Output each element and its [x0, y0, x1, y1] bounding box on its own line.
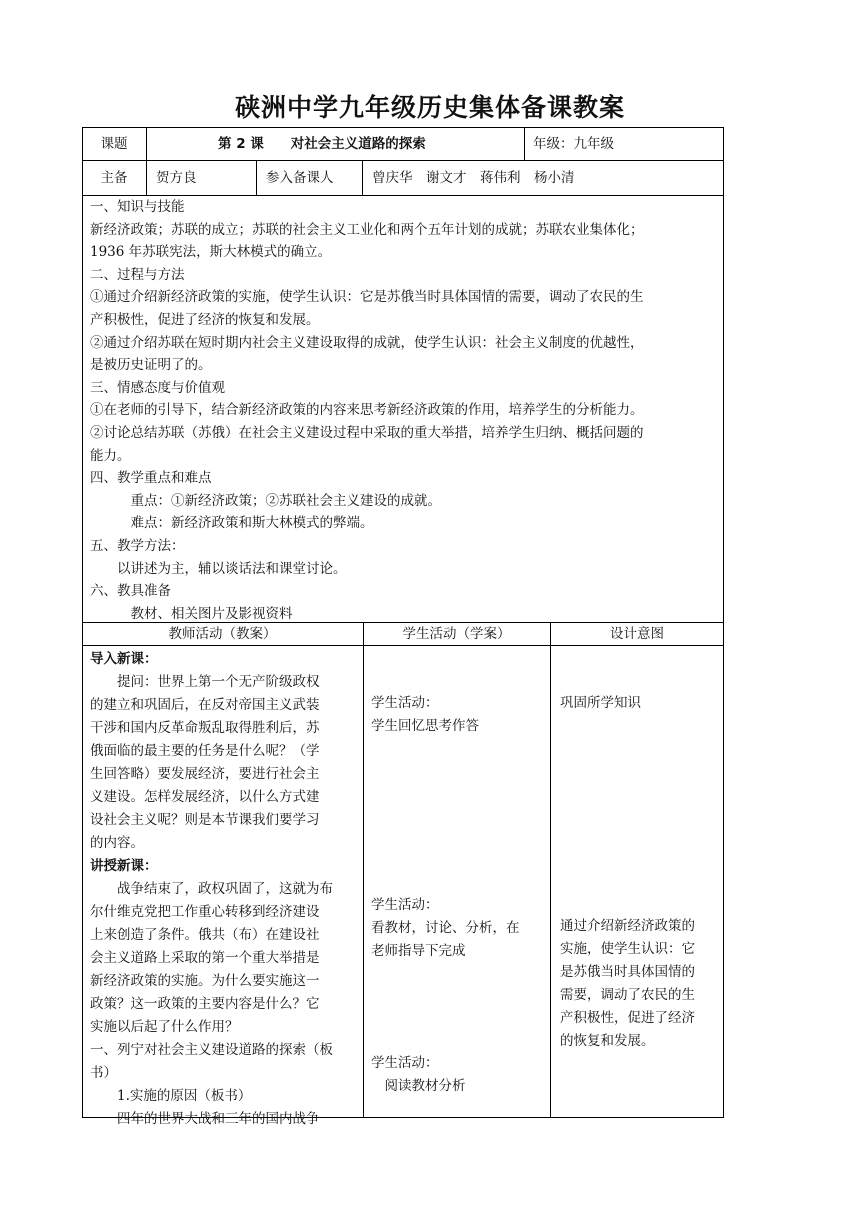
student-activity-block	[371, 692, 479, 738]
teacher-line: 生回答略）要发展经济，要进行社会主	[90, 766, 320, 782]
objective-line: ②讨论总结苏联（苏俄）在社会主义建设过程中采取的重大举措，培养学生归纳、概括问题的	[90, 424, 644, 441]
objectives-section	[90, 196, 644, 625]
intent-line: 通过介绍新经济政策的	[560, 918, 695, 934]
intent-line: 是苏俄当时具体国情的	[560, 964, 695, 980]
teacher-line: 四年的世界大战和三年的国内战争	[90, 1111, 320, 1127]
row-divider	[82, 160, 724, 161]
objective-line: 教材、相关图片及影视资料	[90, 605, 293, 622]
topic-label: 课题	[100, 136, 128, 152]
objective-line: 1936 年苏联宪法，斯大林模式的确立。	[90, 244, 332, 261]
teacher-line: 干涉和国内反革命叛乱取得胜利后，苏	[90, 720, 320, 736]
objective-line: 新经济政策；苏联的成立；苏联的社会主义工业化和两个五年计划的成就；苏联农业集体化；	[90, 221, 644, 238]
participants-label: 参入备课人	[266, 170, 334, 186]
teacher-line: 尔什维克党把工作重心转移到经济建设	[90, 904, 320, 920]
teacher-line: 设社会主义呢？则是本节课我们要学习	[90, 812, 320, 828]
teacher-line: 一、列宁对社会主义建设道路的探索（板	[90, 1042, 333, 1058]
intent-line: 产积极性，促进了经济	[560, 1010, 695, 1026]
topic-value: 第 2 课 对社会主义道路的探索	[218, 136, 426, 152]
objective-line: 四、教学重点和难点	[90, 470, 212, 487]
teacher-line: 俄面临的最主要的任务是什么呢？（学	[90, 743, 320, 759]
row-divider	[82, 645, 724, 646]
objective-line: ②通过介绍苏联在短时期内社会主义建设取得的成就，使学生认识：社会主义制度的优越性，	[90, 334, 644, 351]
student-line: 看教材，讨论、分析，在	[371, 920, 520, 936]
teacher-line: 的建立和巩固后，在反对帝国主义武装	[90, 697, 320, 713]
teacher-line: 会主义道路上采取的第一个重大举措是	[90, 950, 320, 966]
objective-line: 一、知识与技能	[90, 199, 185, 215]
design-intent-block	[560, 915, 695, 1053]
teacher-line: 的内容。	[90, 835, 144, 851]
student-line: 学生活动：	[371, 1055, 439, 1071]
column-divider	[146, 127, 147, 195]
teacher-column-header: 教师活动（教案）	[168, 626, 277, 642]
student-line: 老师指导下完成	[371, 943, 466, 959]
objective-line: 三、情感态度与价值观	[90, 379, 225, 396]
lead-label: 主备	[100, 170, 128, 186]
column-divider	[363, 622, 364, 1118]
column-divider	[550, 622, 551, 1118]
objective-line: 产积极性，促进了经济的恢复和发展。	[90, 311, 320, 328]
student-activity-block	[371, 894, 520, 963]
objective-line: 以讲述为主，辅以谈话法和课堂讨论。	[90, 560, 347, 577]
teacher-line: 实施以后起了什么作用？	[90, 1019, 239, 1035]
grade-label: 年级：九年级	[533, 136, 614, 152]
objective-line: 是被历史证明了的。	[90, 357, 212, 374]
student-line: 阅读教材分析	[371, 1078, 466, 1094]
intent-line: 巩固所学知识	[560, 695, 641, 711]
section-heading: 导入新课：	[90, 651, 158, 667]
column-divider	[524, 127, 525, 160]
page-title: 硖洲中学九年级历史集体备课教案	[234, 93, 625, 122]
design-intent-block	[560, 692, 641, 715]
objective-line: 重点：①新经济政策；②苏联社会主义建设的成就。	[90, 492, 441, 509]
objective-line: 能力。	[90, 447, 131, 464]
intent-line: 需要，调动了农民的生	[560, 987, 695, 1003]
student-line: 学生回忆思考作答	[371, 718, 479, 734]
teacher-line: 上来创造了条件。俄共（布）在建设社	[90, 927, 320, 943]
student-column-header: 学生活动（学案）	[402, 626, 511, 642]
intent-line: 的恢复和发展。	[560, 1033, 655, 1049]
objective-line: 五、教学方法：	[90, 537, 185, 554]
participants-value: 曾庆华 谢文才 蒋伟利 杨小清	[372, 170, 575, 186]
teacher-line: 书）	[90, 1065, 117, 1081]
teacher-activity	[90, 648, 333, 1131]
objective-line: 六、教具准备	[90, 583, 171, 600]
lead-teacher: 贺方良	[156, 170, 197, 186]
intent-column-header: 设计意图	[610, 626, 664, 642]
teacher-line: 提问：世界上第一个无产阶级政权	[90, 674, 320, 690]
objective-line: ①通过介绍新经济政策的实施，使学生认识：它是苏俄当时具体国情的需要，调动了农民的生	[90, 289, 644, 306]
column-divider	[362, 160, 363, 195]
student-activity-block	[371, 1052, 466, 1098]
objective-line: 二、过程与方法	[90, 266, 185, 283]
teacher-line: 1.实施的原因（板书）	[90, 1088, 252, 1104]
teacher-line: 政策？这一政策的主要内容是什么？它	[90, 996, 320, 1012]
student-line: 学生活动：	[371, 897, 439, 913]
student-line: 学生活动：	[371, 695, 439, 711]
objective-line: ①在老师的引导下，结合新经济政策的内容来思考新经济政策的作用，培养学生的分析能力。	[90, 402, 644, 419]
teacher-line: 新经济政策的实施。为什么要实施这一	[90, 973, 320, 989]
teacher-line: 战争结束了，政权巩固了，这就为布	[90, 881, 333, 897]
section-heading: 讲授新课：	[90, 858, 158, 874]
teacher-line: 义建设。怎样发展经济，以什么方式建	[90, 789, 320, 805]
intent-line: 实施，使学生认识：它	[560, 941, 695, 957]
column-divider	[256, 160, 257, 195]
objective-line: 难点：新经济政策和斯大林模式的弊端。	[90, 515, 374, 532]
